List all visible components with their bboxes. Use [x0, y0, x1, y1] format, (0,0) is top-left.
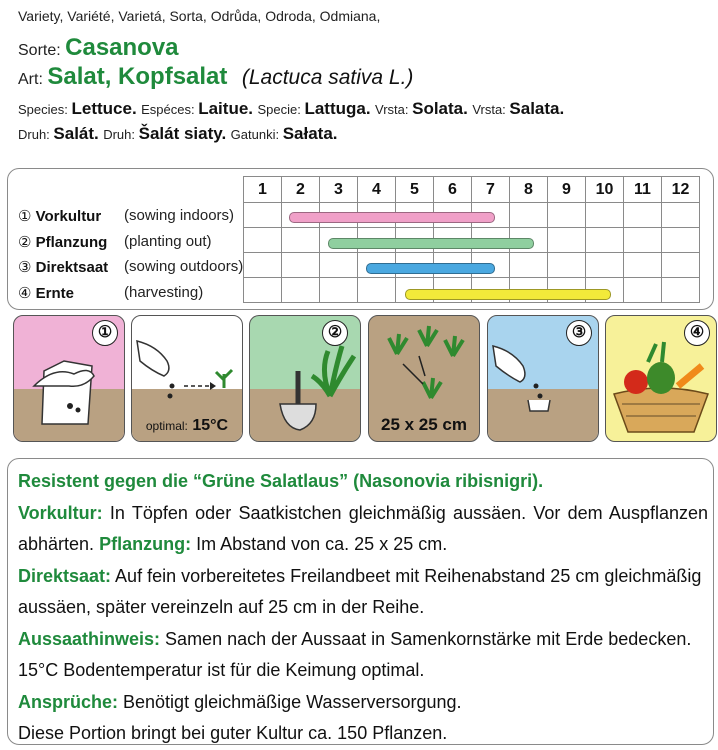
hand-sowing-illustration: [488, 316, 598, 441]
activity-translation: (sowing indoors): [124, 207, 235, 224]
calendar-row-label: [18, 232, 212, 251]
hand-pot-illustration: [14, 316, 124, 441]
panel-harvest: [605, 315, 717, 442]
activity-translation: (planting out): [124, 232, 212, 250]
calendar-bar: [328, 238, 534, 249]
calendar-bar: [289, 212, 495, 223]
month-header: 4: [358, 177, 396, 203]
species-language-label: Druh:: [18, 127, 54, 142]
species-name: Salat, Kopfsalat: [47, 63, 228, 90]
species-translation: Lettuce.: [71, 99, 137, 118]
species-translation: Solata.: [412, 99, 468, 118]
temperature-label: optimal: 15°C: [145, 417, 229, 434]
species-translations-line2: [18, 124, 338, 144]
panel-temperature: [131, 315, 243, 442]
activity-translation: (sowing outdoors): [124, 258, 244, 275]
aussaat-paragraph: Aussaathinweis: Samen nach der Aussaat in Samenkornstärke mit Erde bedecken. 15°C Bodentemperatur ist für die Keimung optimal.: [18, 628, 692, 680]
month-header: 10: [586, 177, 624, 203]
panel-spacing: [368, 315, 480, 442]
vorkultur-paragraph: Vorkultur: In Töpfen oder Saatkistchen gleichmäßig aussäen. Vor dem Auspflanzen abhärten. Pflanzung: Im Abstand von ca. 25 x 25 cm.: [18, 502, 708, 554]
species-language-label: Species:: [18, 102, 72, 117]
species-language-label: Specie:: [257, 102, 305, 117]
resistance-note: Resistent gegen die “Grüne Salatlaus” (Nasonovia ribisnigri).: [18, 471, 544, 491]
direktsaat-paragraph: Direktsaat: Auf fein vorbereitetes Freilandbeet mit Reihenabstand 25 cm gleichmäßig aussäen, später vereinzeln auf 25 cm in der Reihe.: [18, 565, 702, 617]
activity-name: Ernte: [35, 284, 74, 302]
species-language-label: Espéces:: [141, 102, 199, 117]
month-header: 7: [472, 177, 510, 203]
calendar-bar: [405, 289, 611, 300]
month-header: 12: [662, 177, 700, 203]
month-header: 1: [244, 177, 282, 203]
trowel-plant-illustration: [250, 316, 360, 441]
month-header: 11: [624, 177, 662, 203]
species-translation: Laitue.: [198, 99, 254, 118]
month-header: 9: [548, 177, 586, 203]
activity-name: Direktsaat: [35, 259, 109, 276]
variety-translations: Variety, Variété, Varietá, Sorta, Odrůda, Odroda, Odmiana,: [18, 8, 381, 24]
ansprueche-paragraph: Ansprüche: Benötigt gleichmäßige Wasserversorgung.: [18, 691, 462, 712]
growing-instructions: [18, 466, 708, 750]
month-header: 6: [434, 177, 472, 203]
species-language-label: Vrsta:: [375, 102, 413, 117]
step-number: ③: [18, 259, 32, 276]
sorte-label: Sorte:: [18, 42, 61, 59]
calendar-bar: [366, 263, 495, 274]
species-translation: Šalát siaty.: [138, 124, 227, 143]
calendar-row-label: [18, 207, 235, 225]
panel-planting-out: [249, 315, 361, 442]
spacing-label: 25 x 25 cm: [380, 415, 467, 434]
latin-name: (Lactuca sativa L.): [241, 66, 414, 89]
step-number-2: ②: [322, 320, 348, 346]
species-language-label: Druh:: [103, 127, 139, 142]
species-translations-line1: [18, 99, 564, 119]
month-header: 8: [510, 177, 548, 203]
step-number: ①: [18, 208, 32, 225]
harvest-basket-illustration: [606, 316, 716, 441]
month-header: 3: [320, 177, 358, 203]
month-header: 2: [282, 177, 320, 203]
species-translation: Salata.: [509, 99, 565, 118]
activity-name: Vorkultur: [35, 208, 102, 225]
species-language-label: Gatunki:: [230, 127, 283, 142]
art-line: [18, 63, 413, 91]
calendar-row-label: [18, 258, 244, 276]
panel-sowing-outdoors: [487, 315, 599, 442]
sorte-line: [18, 34, 179, 62]
species-translation: Lattuga.: [304, 99, 371, 118]
panel-sowing-indoors: [13, 315, 125, 442]
step-number-3: ③: [566, 320, 592, 346]
portion-note: Diese Portion bringt bei guter Kultur ca. 150 Pflanzen.: [18, 723, 448, 743]
art-label: Art:: [18, 71, 43, 88]
month-header: 5: [396, 177, 434, 203]
step-number-1: ①: [92, 320, 118, 346]
step-number: ②: [18, 233, 32, 251]
species-language-label: Vrsta:: [472, 102, 510, 117]
variety-name: Casanova: [65, 34, 179, 61]
step-number: ④: [18, 284, 32, 302]
species-translation: Sałata.: [282, 124, 338, 143]
step-number-4: ④: [684, 320, 710, 346]
activity-name: Pflanzung: [35, 233, 108, 251]
calendar-row-label: [18, 283, 204, 302]
species-translation: Salát.: [53, 124, 99, 143]
activity-translation: (harvesting): [124, 283, 204, 301]
